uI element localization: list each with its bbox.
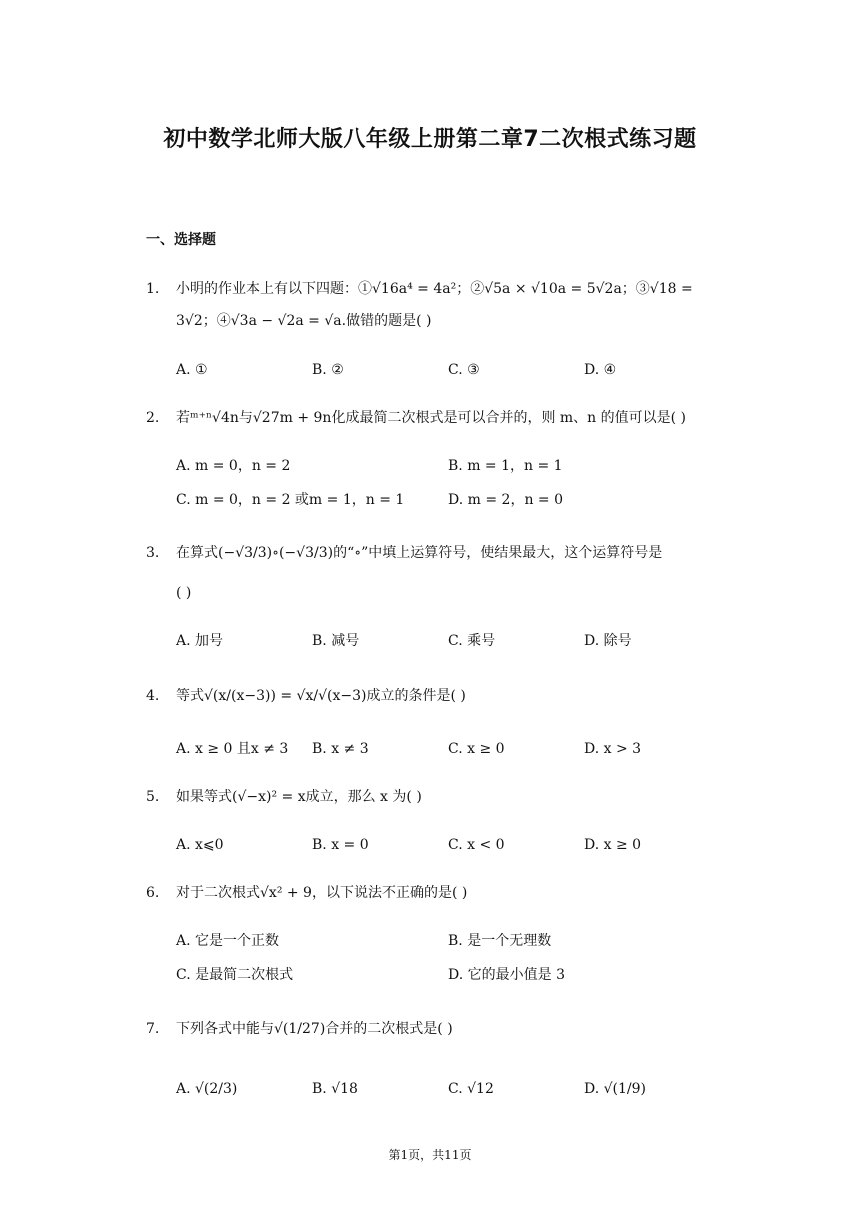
question-line: 在算式(−√3/3)∘(−√3/3)的“∘”中填上运算符号，使结果最大，这个运算符号是	[176, 545, 663, 561]
question-number: 7.	[146, 1021, 160, 1037]
question-line: 如果等式(√−x)² = x成立，那么 x 为( )	[176, 789, 422, 805]
option-c[interactable]: C. √12	[448, 1081, 494, 1097]
option-c[interactable]: C. x ≥ 0	[448, 741, 505, 757]
option-d[interactable]: D. x ≥ 0	[584, 837, 642, 853]
option-c[interactable]: C. x < 0	[448, 837, 505, 853]
question-number: 3.	[146, 545, 160, 561]
question-text	[176, 1019, 716, 1039]
option-a[interactable]: A. m = 0，n = 2	[176, 458, 291, 474]
option-b[interactable]: B. x ≠ 3	[312, 741, 369, 757]
page-title: 初中数学北师大版八年级上册第二章7二次根式练习题	[163, 127, 697, 152]
option-d[interactable]: D. 它的最小值是 3	[448, 967, 565, 983]
option-b[interactable]: B. 减号	[312, 633, 360, 649]
question-number: 4.	[146, 688, 160, 704]
question-text	[176, 543, 716, 603]
option-d[interactable]: D. ④	[584, 362, 617, 378]
option-b[interactable]: B. ②	[312, 362, 344, 378]
option-b[interactable]: B. x = 0	[312, 837, 369, 853]
option-c[interactable]: C. 是最简二次根式	[176, 967, 294, 983]
option-c[interactable]: C. m = 0，n = 2 或m = 1，n = 1	[176, 492, 405, 508]
question-text	[176, 787, 716, 807]
question-text	[176, 408, 716, 428]
option-d[interactable]: D. √(1/9)	[584, 1081, 647, 1097]
option-a[interactable]: A. 它是一个正数	[176, 933, 280, 949]
option-b[interactable]: B. √18	[312, 1081, 358, 1097]
option-a[interactable]: A. x ≥ 0 且x ≠ 3	[176, 741, 289, 757]
option-d[interactable]: D. 除号	[584, 633, 632, 649]
question-line: ( )	[176, 585, 192, 601]
question-number: 6.	[146, 885, 160, 901]
question-text	[176, 279, 716, 331]
question-line: 若ᵐ⁺ⁿ√4n与√27m + 9n化成最简二次根式是可以合并的，则 m、n 的值可以是( )	[176, 410, 687, 426]
option-c[interactable]: C. 乘号	[448, 633, 496, 649]
option-d[interactable]: D. x > 3	[584, 741, 642, 757]
question-line: 3√2；④√3a − √2a = √a.做错的题是( )	[176, 313, 432, 329]
page-footer: 第1页，共11页	[388, 1148, 472, 1162]
option-a[interactable]: A. 加号	[176, 633, 224, 649]
question-number: 1.	[146, 281, 160, 297]
option-b[interactable]: B. m = 1，n = 1	[448, 458, 563, 474]
option-c[interactable]: C. ③	[448, 362, 480, 378]
question-line: 小明的作业本上有以下四题：①√16a⁴ = 4a²；②√5a × √10a = 5√2a；③√18 =	[176, 281, 693, 297]
option-a[interactable]: A. x⩽0	[176, 837, 224, 853]
question-number: 5.	[146, 789, 160, 805]
question-text	[176, 883, 716, 903]
option-d[interactable]: D. m = 2，n = 0	[448, 492, 563, 508]
option-a[interactable]: A. √(2/3)	[176, 1081, 238, 1097]
option-a[interactable]: A. ①	[176, 362, 208, 378]
question-text	[176, 686, 716, 706]
question-line: 下列各式中能与√(1/27)合并的二次根式是( )	[176, 1021, 453, 1037]
question-line: 等式√(x/(x−3)) = √x/√(x−3)成立的条件是( )	[176, 688, 466, 704]
question-line: 对于二次根式√x² + 9，以下说法不正确的是( )	[176, 885, 468, 901]
question-number: 2.	[146, 410, 160, 426]
section-heading: 一、选择题	[146, 232, 216, 248]
option-b[interactable]: B. 是一个无理数	[448, 933, 552, 949]
